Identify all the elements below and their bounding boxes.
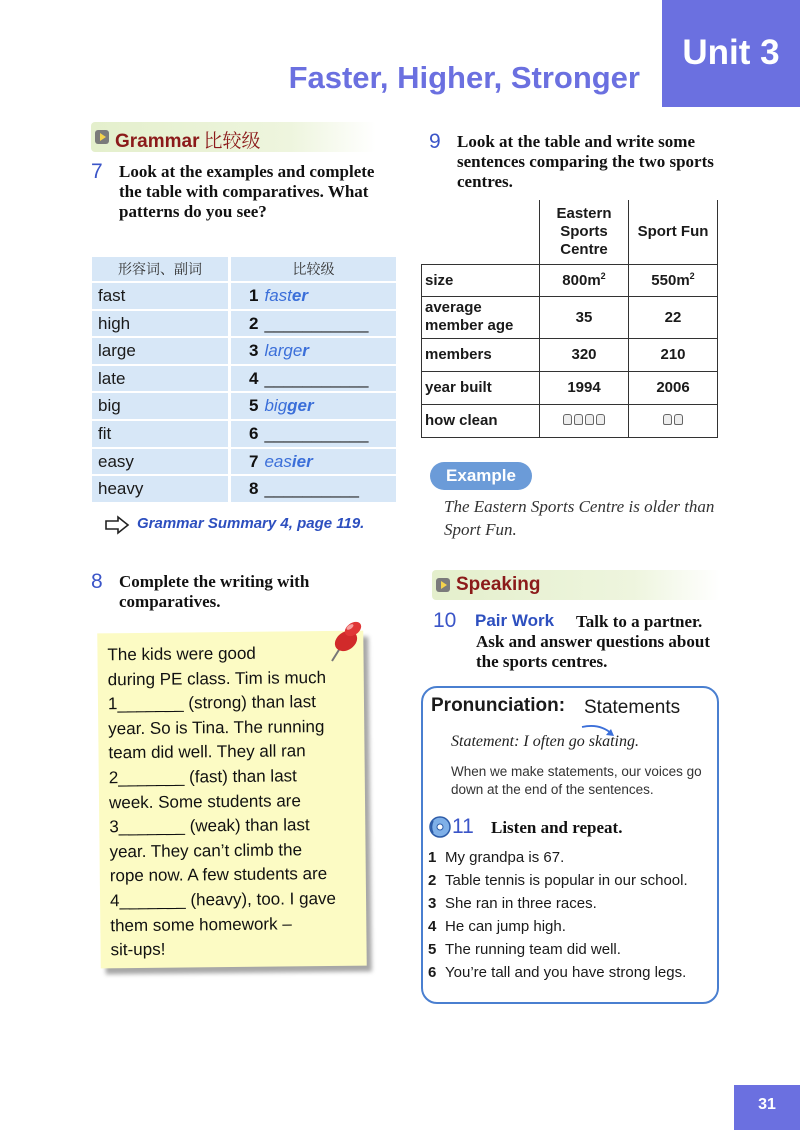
sports-centre-table <box>421 200 718 438</box>
note-line: 1_______ (strong) than last <box>107 692 317 714</box>
thumbs-up-icon <box>563 414 572 425</box>
comparatives-row <box>92 449 396 475</box>
comparative-cell[interactable] <box>231 311 396 337</box>
sentence-list <box>428 846 688 984</box>
row-label: size <box>422 264 540 296</box>
item-number: 5 <box>249 396 259 416</box>
thumbs-up-icon <box>574 414 583 425</box>
example-answer: bigger <box>264 396 314 416</box>
example-text: The Eastern Sports Centre is older than Sport Fun. <box>444 497 715 539</box>
pair-work-label: Pair Work <box>475 611 555 630</box>
adjective-cell: late <box>92 366 228 392</box>
row-label: year built <box>422 371 540 404</box>
eastern-value: $800m^2$ <box>540 264 629 296</box>
comparative-cell <box>231 393 396 419</box>
sentence-item: 4 He can jump high. <box>428 918 566 935</box>
comparatives-row <box>92 338 396 364</box>
play-icon <box>95 130 109 144</box>
speaking-tag-label: Speaking <box>456 574 541 595</box>
sportfun-value: 210 <box>629 338 718 371</box>
note-line: 4_______ (heavy), too. I gave <box>109 888 337 911</box>
adjective-cell: easy <box>92 449 228 475</box>
note-line: rope now. A few students are <box>109 864 328 886</box>
thumbs-up-icon <box>596 414 605 425</box>
row-label: members <box>422 338 540 371</box>
adjective-cell: fast <box>92 283 228 309</box>
comparatives-table <box>92 257 396 502</box>
exercise-7-instruction: Look at the examples and complete the table with comparatives. What patterns do you see? <box>119 162 375 221</box>
thumbs-up-icon <box>585 414 594 425</box>
example-answer: larger <box>264 341 309 361</box>
grammar-tag-sub: 比较级 <box>203 131 261 152</box>
item-number: 4 <box>249 368 259 388</box>
table-row <box>422 338 718 371</box>
header-comparatives: 比较级 <box>231 257 396 281</box>
adjective-cell: fit <box>92 421 228 447</box>
exercise-number-10: 10 <box>433 609 457 632</box>
exercise-11-instruction: Listen and repeat. <box>491 818 623 837</box>
example-label: Example <box>430 462 532 490</box>
sportfun-value: 22 <box>629 296 718 338</box>
item-number: 1 <box>249 286 259 305</box>
page-number: 31 <box>734 1085 800 1130</box>
note-line: The kids were good <box>107 643 256 665</box>
pronunciation-note: When we make statements, our voices go down at the end of the sentences. <box>451 764 702 797</box>
answer-blank: __________ <box>264 479 360 499</box>
exercise-number-8: 8 <box>91 570 103 593</box>
comparative-cell <box>231 283 396 309</box>
row-label: how clean <box>422 404 540 437</box>
sentence-item: 1 My grandpa is 67. <box>428 849 565 866</box>
audio-cd-icon[interactable] <box>428 815 452 844</box>
note-line: them some homework – <box>110 913 292 935</box>
pronunciation-topic: Statements <box>584 697 681 718</box>
adjective-cell: large <box>92 338 228 364</box>
sentence-item: 3 She ran in three races. <box>428 895 597 912</box>
answer-blank: ___________ <box>264 313 369 333</box>
grammar-tag-label: Grammar <box>115 131 200 152</box>
comparatives-table-header <box>92 257 396 281</box>
note-text <box>107 641 360 963</box>
pronunciation-statement: Statement: I often go skating. <box>451 733 639 750</box>
lesson-title: Faster, Higher, Stronger <box>288 60 640 95</box>
answer-blank: ___________ <box>264 423 369 443</box>
adjective-cell: big <box>92 393 228 419</box>
eastern-value <box>540 404 629 437</box>
play-icon <box>436 578 450 592</box>
sentence-item: 5 The running team did well. <box>428 941 621 958</box>
note-line: during PE class. Tim is much <box>107 667 327 689</box>
comparatives-row <box>92 421 396 447</box>
table-row <box>422 371 718 404</box>
eastern-value: 1994 <box>540 371 629 404</box>
comparative-cell[interactable] <box>231 421 396 447</box>
note-line: 2_______ (fast) than last <box>108 766 297 788</box>
unit-tab <box>662 0 800 107</box>
item-number: 3 <box>249 341 259 361</box>
exercise-9-instruction: Look at the table and write some sentences comparing the two sports centres. <box>457 132 714 191</box>
table-row <box>422 404 718 437</box>
grammar-summary-link[interactable]: Grammar Summary 4, page 119. <box>137 515 365 532</box>
note-line: team did well. They all ran <box>108 741 306 763</box>
note-line: year. They can’t climb the <box>109 840 303 862</box>
comparative-cell <box>231 449 396 475</box>
speaking-section-tag <box>432 570 720 600</box>
unit-label: Unit 3 <box>682 33 780 72</box>
exercise-number-7: 7 <box>91 160 103 183</box>
sportfun-value: 2006 <box>629 371 718 404</box>
comparative-cell[interactable] <box>231 476 396 502</box>
sentence-item: 6 You’re tall and you have strong legs. <box>428 964 687 981</box>
note-line: sit-ups! <box>110 939 166 960</box>
example-answer: easier <box>264 451 313 471</box>
item-number: 6 <box>249 423 259 443</box>
table-row <box>422 296 718 338</box>
col-sport-fun: Sport Fun <box>629 200 718 264</box>
eastern-value: 35 <box>540 296 629 338</box>
adjective-cell: heavy <box>92 476 228 502</box>
item-number: 7 <box>249 451 259 471</box>
exercise-number-9: 9 <box>429 130 441 153</box>
comparatives-row <box>92 393 396 419</box>
comparatives-row <box>92 311 396 337</box>
exercise-number-11: 11 <box>452 815 474 838</box>
comparatives-row <box>92 366 396 392</box>
item-number: 2 <box>249 313 259 333</box>
col-eastern-sports-centre: Eastern Sports Centre <box>540 200 629 264</box>
sportfun-value <box>629 404 718 437</box>
comparatives-row <box>92 476 396 502</box>
note-line: year. So is Tina. The running <box>108 716 325 739</box>
pronunciation-heading: Pronunciation: <box>431 695 566 716</box>
eastern-value: 320 <box>540 338 629 371</box>
note-line: 3_______ (weak) than last <box>109 815 310 837</box>
sentence-item: 2 Table tennis is popular in our school. <box>428 872 688 889</box>
sportfun-value: $550m^2$ <box>629 264 718 296</box>
thumbs-up-icon <box>674 414 683 425</box>
table-row <box>422 264 718 296</box>
adjective-cell: high <box>92 311 228 337</box>
answer-blank: ___________ <box>264 368 369 388</box>
comparatives-row <box>92 283 396 309</box>
thumbs-up-icon <box>663 414 672 425</box>
exercise-10-instruction: Talk to a partner. Ask and answer questions about the sports centres. <box>476 612 710 671</box>
exercise-8-instruction: Complete the writing with comparatives. <box>119 572 310 611</box>
example-answer: faster <box>264 286 308 305</box>
sticky-note <box>97 631 366 969</box>
pushpin-icon <box>322 615 366 674</box>
table-corner <box>422 200 540 264</box>
arrow-icon <box>104 515 130 540</box>
comparative-cell <box>231 338 396 364</box>
note-line: week. Some students are <box>108 790 301 812</box>
comparative-cell[interactable] <box>231 366 396 392</box>
grammar-section-tag <box>91 122 376 152</box>
item-number: 8 <box>249 479 259 499</box>
row-label: average member age <box>422 296 540 338</box>
header-adjectives: 形容词、副词 <box>92 257 228 281</box>
